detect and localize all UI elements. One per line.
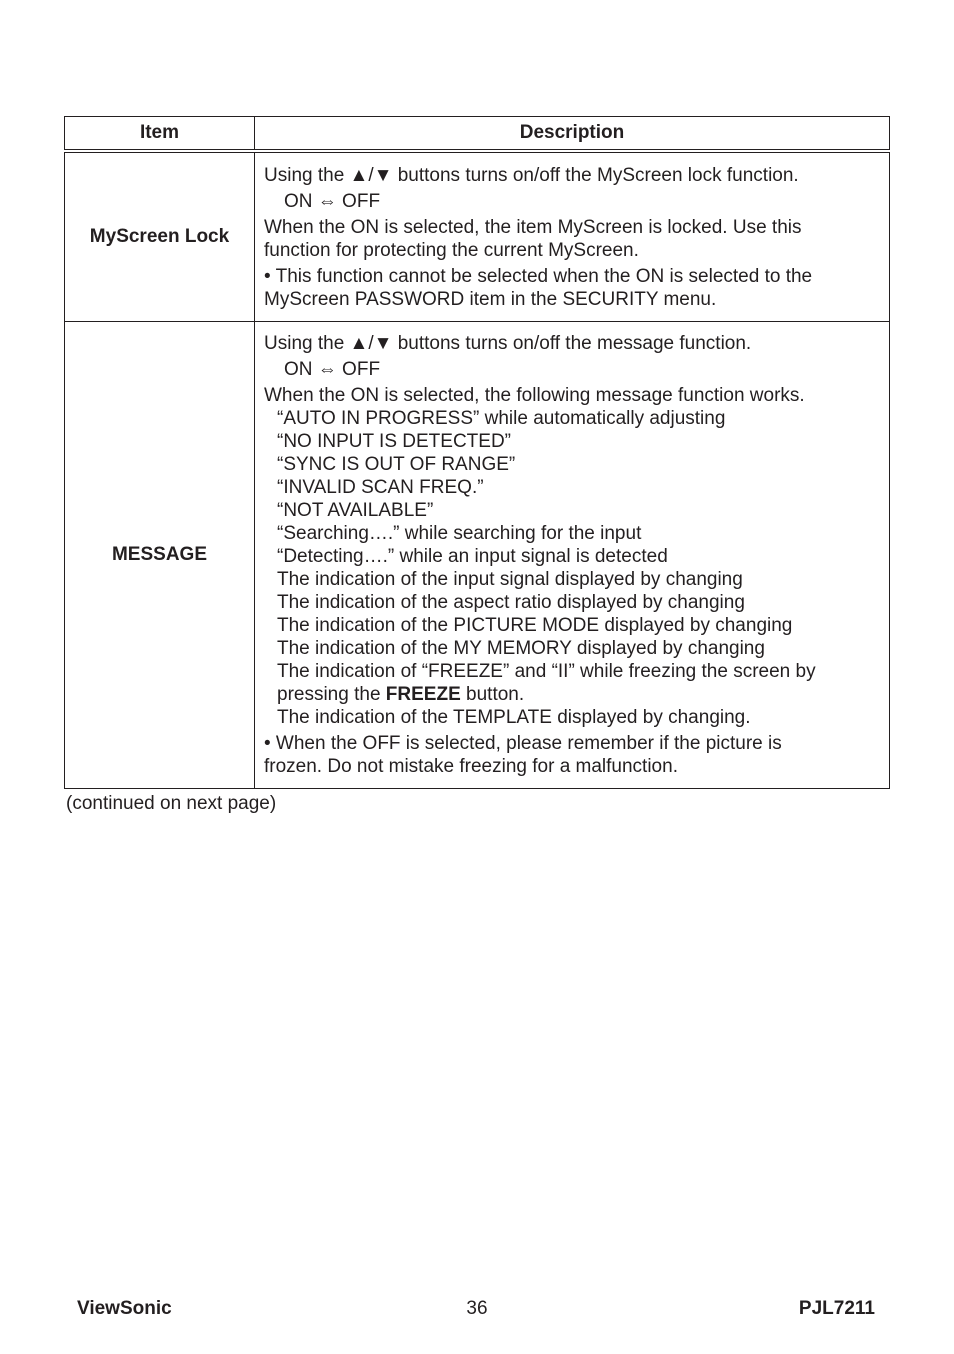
message-item: The indication of “FREEZE” and “II” while freezing the screen by <box>277 661 816 682</box>
freeze-prefix: pressing the <box>277 684 386 705</box>
message-item: The indication of the TEMPLATE displayed by changing. <box>277 707 751 728</box>
message-item: “NOT AVAILABLE” <box>277 500 434 521</box>
message-item: The indication of the input signal displayed by changing <box>277 569 743 590</box>
message-item: “SYNC IS OUT OF RANGE” <box>277 454 516 475</box>
footer-page-number: 36 <box>466 1298 488 1319</box>
message-item: The indication of the aspect ratio displayed by changing <box>277 592 745 613</box>
freeze-suffix: button. <box>460 684 525 705</box>
note-line: MyScreen PASSWORD item in the SECURITY menu. <box>264 288 717 310</box>
footer-brand: ViewSonic <box>77 1298 172 1319</box>
note-line: • This function cannot be selected when the ON is selected to the <box>264 265 813 287</box>
table-row-message <box>65 322 890 789</box>
desc-line: function for protecting the current MyScreen. <box>264 239 639 261</box>
note-line: • When the OFF is selected, please remember if the picture is <box>264 733 782 754</box>
desc-line: Using the ▲/▼ buttons turns on/off the message function. <box>264 333 752 354</box>
item-message: MESSAGE <box>65 322 255 789</box>
desc-line: Using the ▲/▼ buttons turns on/off the MyScreen lock function. <box>264 164 799 186</box>
continued-note: (continued on next page) <box>66 793 277 814</box>
settings-table <box>64 116 890 789</box>
table-header-row <box>65 117 890 152</box>
description-myscreen-lock <box>255 151 890 322</box>
header-item: Item <box>65 117 255 152</box>
message-item-freeze <box>277 683 879 706</box>
note-line: frozen. Do not mistake freezing for a malfunction. <box>264 756 678 777</box>
message-item: “INVALID SCAN FREQ.” <box>277 477 484 498</box>
message-item: “AUTO IN PROGRESS” while automatically adjusting <box>277 408 726 429</box>
message-item: “Searching….” while searching for the input <box>277 523 642 544</box>
on-off-line: ON ⇔ OFF <box>284 190 381 212</box>
message-item: “NO INPUT IS DETECTED” <box>277 431 511 452</box>
message-item: The indication of the MY MEMORY displayed by changing <box>277 638 765 659</box>
message-item: The indication of the PICTURE MODE displayed by changing <box>277 615 793 636</box>
header-description: Description <box>255 117 890 152</box>
footer-model: PJL7211 <box>798 1298 875 1319</box>
message-item: “Detecting….” while an input signal is detected <box>277 546 668 567</box>
description-message <box>255 322 890 789</box>
desc-line: When the ON is selected, the item MyScreen is locked. Use this <box>264 216 802 238</box>
message-list <box>277 407 879 729</box>
item-myscreen-lock: MyScreen Lock <box>65 151 255 322</box>
desc-line: When the ON is selected, the following message function works. <box>264 385 805 406</box>
freeze-button-name: FREEZE <box>385 684 461 705</box>
table-row-myscreen-lock <box>65 151 890 322</box>
on-off-line: ON ⇔ OFF <box>284 359 381 380</box>
